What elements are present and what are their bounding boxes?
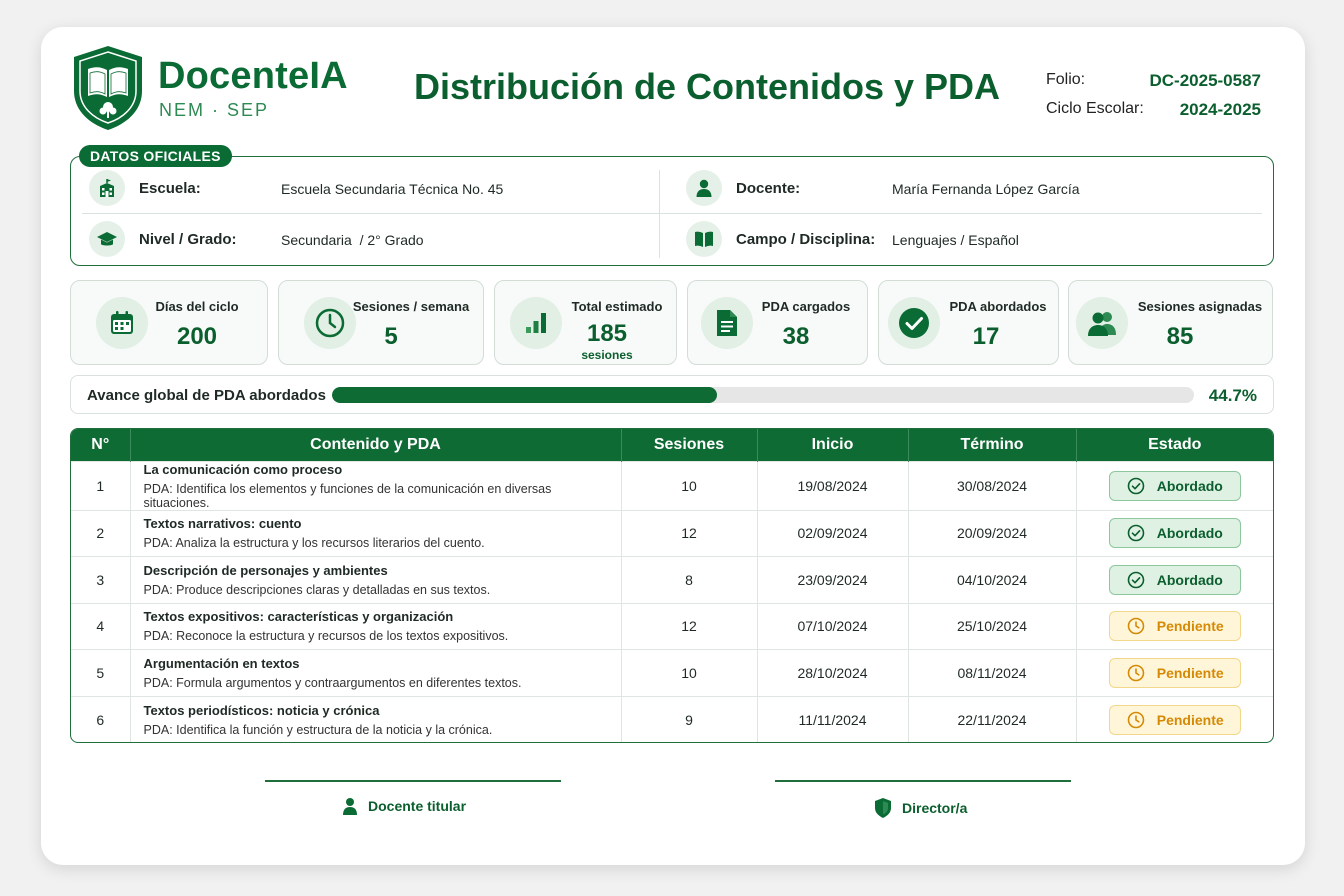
progress-label: Avance global de PDA abordados [87, 387, 326, 404]
graduation-cap-icon [89, 221, 125, 257]
sessions-cell: 12 [621, 510, 757, 557]
status-label: Pendiente [1156, 618, 1224, 635]
row-number: 6 [71, 696, 130, 743]
end-date-cell: 20/09/2024 [908, 510, 1076, 557]
shield-logo-icon [72, 45, 144, 131]
stat-label: Días del ciclo [155, 299, 239, 314]
users-icon [1076, 297, 1128, 349]
stat-unit: sesiones [581, 348, 633, 362]
progress-value: 44.7% [1208, 386, 1257, 405]
book-icon [686, 221, 722, 257]
bar-chart-icon [510, 297, 562, 349]
shield-icon [874, 797, 892, 819]
person-icon [686, 170, 722, 206]
end-date-cell: 22/11/2024 [908, 696, 1076, 743]
stat-card-total [494, 280, 677, 365]
check-circle-icon [1127, 477, 1145, 495]
status-cell [1076, 696, 1273, 743]
content-pda: PDA: Identifica la función y estructura de la noticia y la crónica. [143, 722, 493, 737]
status-badge [1109, 705, 1241, 735]
status-label: Pendiente [1156, 711, 1224, 728]
signature-label: Docente titular [368, 798, 467, 814]
status-cell [1076, 461, 1273, 510]
person-icon [342, 797, 358, 815]
table-row [71, 650, 1273, 697]
clock-icon [1127, 664, 1145, 682]
start-date-cell: 02/09/2024 [757, 510, 908, 557]
brand-subtitle: NEM · SEP [159, 100, 270, 120]
ciclo-label: Ciclo Escolar: [1046, 100, 1144, 117]
table-row [71, 557, 1273, 604]
docente-label: Docente: [736, 180, 801, 197]
table-row [71, 696, 1273, 743]
brand-name: DocenteIA [158, 55, 348, 97]
column-header: Contenido y PDA [130, 429, 621, 461]
table-row [71, 461, 1273, 510]
content-pda: PDA: Formula argumentos y contraargumentos en diferentes textos. [143, 675, 522, 690]
start-date-cell: 23/09/2024 [757, 557, 908, 604]
folio-value: DC-2025-0587 [1149, 71, 1261, 90]
stat-value: 185 [586, 320, 628, 347]
content-title: La comunicación como proceso [143, 461, 343, 477]
sessions-cell: 10 [621, 650, 757, 697]
column-header: Estado [1076, 429, 1273, 461]
clock-icon [1127, 711, 1145, 729]
status-cell [1076, 510, 1273, 557]
content-cell [130, 603, 621, 650]
stat-value: 38 [782, 323, 810, 350]
start-date-cell: 07/10/2024 [757, 603, 908, 650]
status-badge [1109, 611, 1241, 641]
datos-oficiales-panel [70, 156, 1274, 266]
signature-label: Director/a [902, 800, 968, 816]
row-number: 3 [71, 557, 130, 604]
sessions-cell: 8 [621, 557, 757, 604]
content-title: Textos periodísticos: noticia y crónica [143, 702, 380, 718]
end-date-cell: 04/10/2024 [908, 557, 1076, 604]
end-date-cell: 30/08/2024 [908, 461, 1076, 510]
table-header-row [71, 429, 1273, 461]
content-title: Textos expositivos: características y organización [143, 609, 454, 625]
row-number: 4 [71, 603, 130, 650]
stat-value: 200 [176, 323, 218, 350]
row-number: 2 [71, 510, 130, 557]
start-date-cell: 28/10/2024 [757, 650, 908, 697]
sessions-cell: 12 [621, 603, 757, 650]
stat-label: Sesiones asignadas [1137, 299, 1263, 314]
clock-icon [1127, 617, 1145, 635]
signature-director [874, 797, 967, 819]
content-title: Argumentación en textos [143, 655, 300, 671]
stat-label: PDA abordados [949, 299, 1047, 314]
ciclo-value: 2024-2025 [1179, 100, 1261, 119]
check-circle-icon [1127, 524, 1145, 542]
status-badge [1109, 518, 1241, 548]
calendar-icon [96, 297, 148, 349]
campo-value: Lenguajes / Español [892, 232, 1019, 248]
signature-docente [342, 797, 466, 815]
status-cell [1076, 557, 1273, 604]
school-icon [89, 170, 125, 206]
stat-value: 5 [384, 323, 398, 350]
sessions-cell: 10 [621, 461, 757, 510]
column-header: Término [908, 429, 1076, 461]
campo-label: Campo / Disciplina: [736, 231, 876, 248]
progress-fill [332, 387, 717, 403]
document-icon [701, 297, 753, 349]
sessions-cell: 9 [621, 696, 757, 743]
column-header: N° [71, 429, 130, 461]
stat-card-sesiones-asignadas [1068, 280, 1273, 365]
content-cell [130, 510, 621, 557]
row-number: 1 [71, 461, 130, 510]
signature-line [265, 780, 561, 782]
content-cell [130, 650, 621, 697]
content-pda: PDA: Reconoce la estructura y recursos de los textos expositivos. [143, 629, 509, 644]
table-row [71, 603, 1273, 650]
status-badge [1109, 658, 1241, 688]
escuela-label: Escuela: [139, 180, 201, 197]
content-pda: PDA: Identifica los elementos y funciones de la comunicación en diversas situaciones. [143, 481, 552, 510]
stat-card-pda-abordados [878, 280, 1059, 365]
divider [659, 170, 660, 258]
progress-panel [70, 375, 1274, 414]
escuela-value: Escuela Secundaria Técnica No. 45 [281, 181, 504, 197]
status-label: Abordado [1156, 571, 1223, 588]
nivel-value: Secundaria / 2° Grado [281, 232, 424, 248]
end-date-cell: 25/10/2024 [908, 603, 1076, 650]
content-title: Descripción de personajes y ambientes [143, 562, 388, 578]
nivel-label: Nivel / Grado: [139, 231, 237, 248]
docente-value: María Fernanda López García [892, 181, 1080, 197]
contents-table [70, 428, 1274, 743]
progress-bar [332, 387, 1194, 403]
stat-label: Sesiones / semana [352, 299, 470, 314]
content-title: Textos narrativos: cuento [143, 516, 302, 532]
start-date-cell: 11/11/2024 [757, 696, 908, 743]
status-cell [1076, 650, 1273, 697]
content-cell [130, 557, 621, 604]
stat-label: PDA cargados [761, 299, 851, 314]
column-header: Sesiones [621, 429, 757, 461]
clock-icon [304, 297, 356, 349]
end-date-cell: 08/11/2024 [908, 650, 1076, 697]
content-cell [130, 696, 621, 743]
signature-line [775, 780, 1071, 782]
stat-card-pda-cargados [687, 280, 868, 365]
folio-label: Folio: [1046, 71, 1086, 88]
divider [82, 213, 1262, 214]
status-label: Pendiente [1156, 664, 1224, 681]
status-label: Abordado [1156, 477, 1223, 494]
start-date-cell: 19/08/2024 [757, 461, 908, 510]
table-row [71, 510, 1273, 557]
stat-value: 85 [1166, 323, 1194, 350]
check-circle-icon [1127, 571, 1145, 589]
check-circle-icon [888, 297, 940, 349]
stat-card-dias [70, 280, 268, 365]
stat-card-sesiones-semana [278, 280, 484, 365]
content-pda: PDA: Analiza la estructura y los recursos literarios del cuento. [143, 536, 485, 551]
stat-label: Total estimado [571, 299, 663, 314]
status-label: Abordado [1156, 525, 1223, 542]
status-badge [1109, 471, 1241, 501]
status-cell [1076, 603, 1273, 650]
page-title: Distribución de Contenidos y PDA [414, 66, 1001, 107]
datos-oficiales-tag: DATOS OFICIALES [79, 145, 232, 167]
status-badge [1109, 565, 1241, 595]
content-pda: PDA: Produce descripciones claras y detalladas en sus textos. [143, 582, 491, 597]
stat-value: 17 [972, 323, 1000, 350]
content-cell [130, 461, 621, 510]
column-header: Inicio [757, 429, 908, 461]
row-number: 5 [71, 650, 130, 697]
